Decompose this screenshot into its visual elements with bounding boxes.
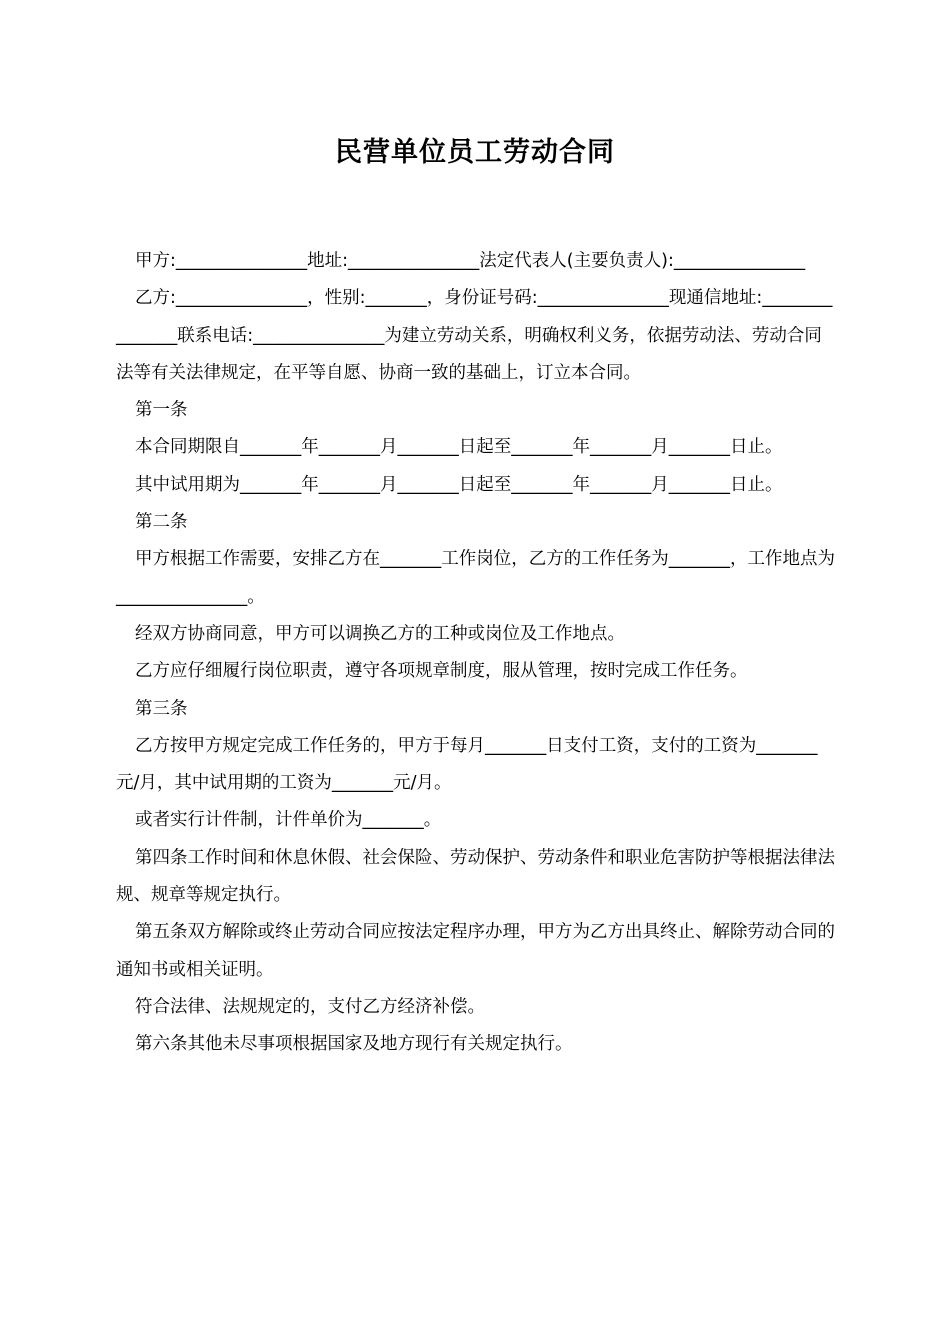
- article-6: 第六条其他未尽事项根据国家及地方现行有关规定执行。: [135, 1034, 573, 1055]
- article-1-heading: 第一条: [135, 400, 188, 421]
- duty-clause: 乙方应仔细履行岗位职责，遵守各项规章制度，服从管理，按时完成工作任务。: [135, 661, 748, 682]
- document-body: [116, 243, 836, 1064]
- compensation-clause: 符合法律、法规规定的，支付乙方经济补偿。: [135, 996, 485, 1017]
- article-3-heading: 第三条: [135, 698, 188, 719]
- party-b-paragraph: 乙方:_______________，性别:_______，身份证号码:_______________现通信地址:_______________联系电话:_______________为建立劳动关系，明确权利义务，依据劳动法、劳动合同法等有关法律规定，在平等自愿、协商一致的基础上，订立本合同。: [116, 288, 833, 383]
- job-change-clause: 经双方协商同意，甲方可以调换乙方的工种或岗位及工作地点。: [135, 623, 625, 644]
- wage-clause: 乙方按甲方规定完成工作任务的，甲方于每月_______日支付工资，支付的工资为_______元/月，其中试用期的工资为_______元/月。: [116, 735, 818, 794]
- piece-rate-clause: 或者实行计件制，计件单价为_______。: [135, 810, 442, 831]
- document-title: 民营单位员工劳动合同: [335, 137, 615, 168]
- job-assignment: 甲方根据工作需要，安排乙方在_______工作岗位，乙方的工作任务为_______，工作地点为_______________。: [116, 549, 835, 607]
- article-2-heading: 第二条: [135, 512, 188, 533]
- contract-term: 本合同期限自_______年_______月_______日起至_______年_______月_______日止。: [135, 437, 783, 458]
- article-4: 第四条工作时间和休息休假、社会保险、劳动保护、劳动条件和职业危害防护等根据法律法规、规章等规定执行。: [116, 847, 835, 906]
- party-a-line: 甲方:_______________地址:_______________法定代表人(主要负责人):_______________: [135, 251, 806, 271]
- probation-term: 其中试用期为_______年_______月_______日起至_______年_______月_______日止。: [135, 474, 783, 495]
- article-5: 第五条双方解除或终止劳动合同应按法定程序办理，甲方为乙方出具终止、解除劳动合同的通知书或相关证明。: [116, 922, 835, 980]
